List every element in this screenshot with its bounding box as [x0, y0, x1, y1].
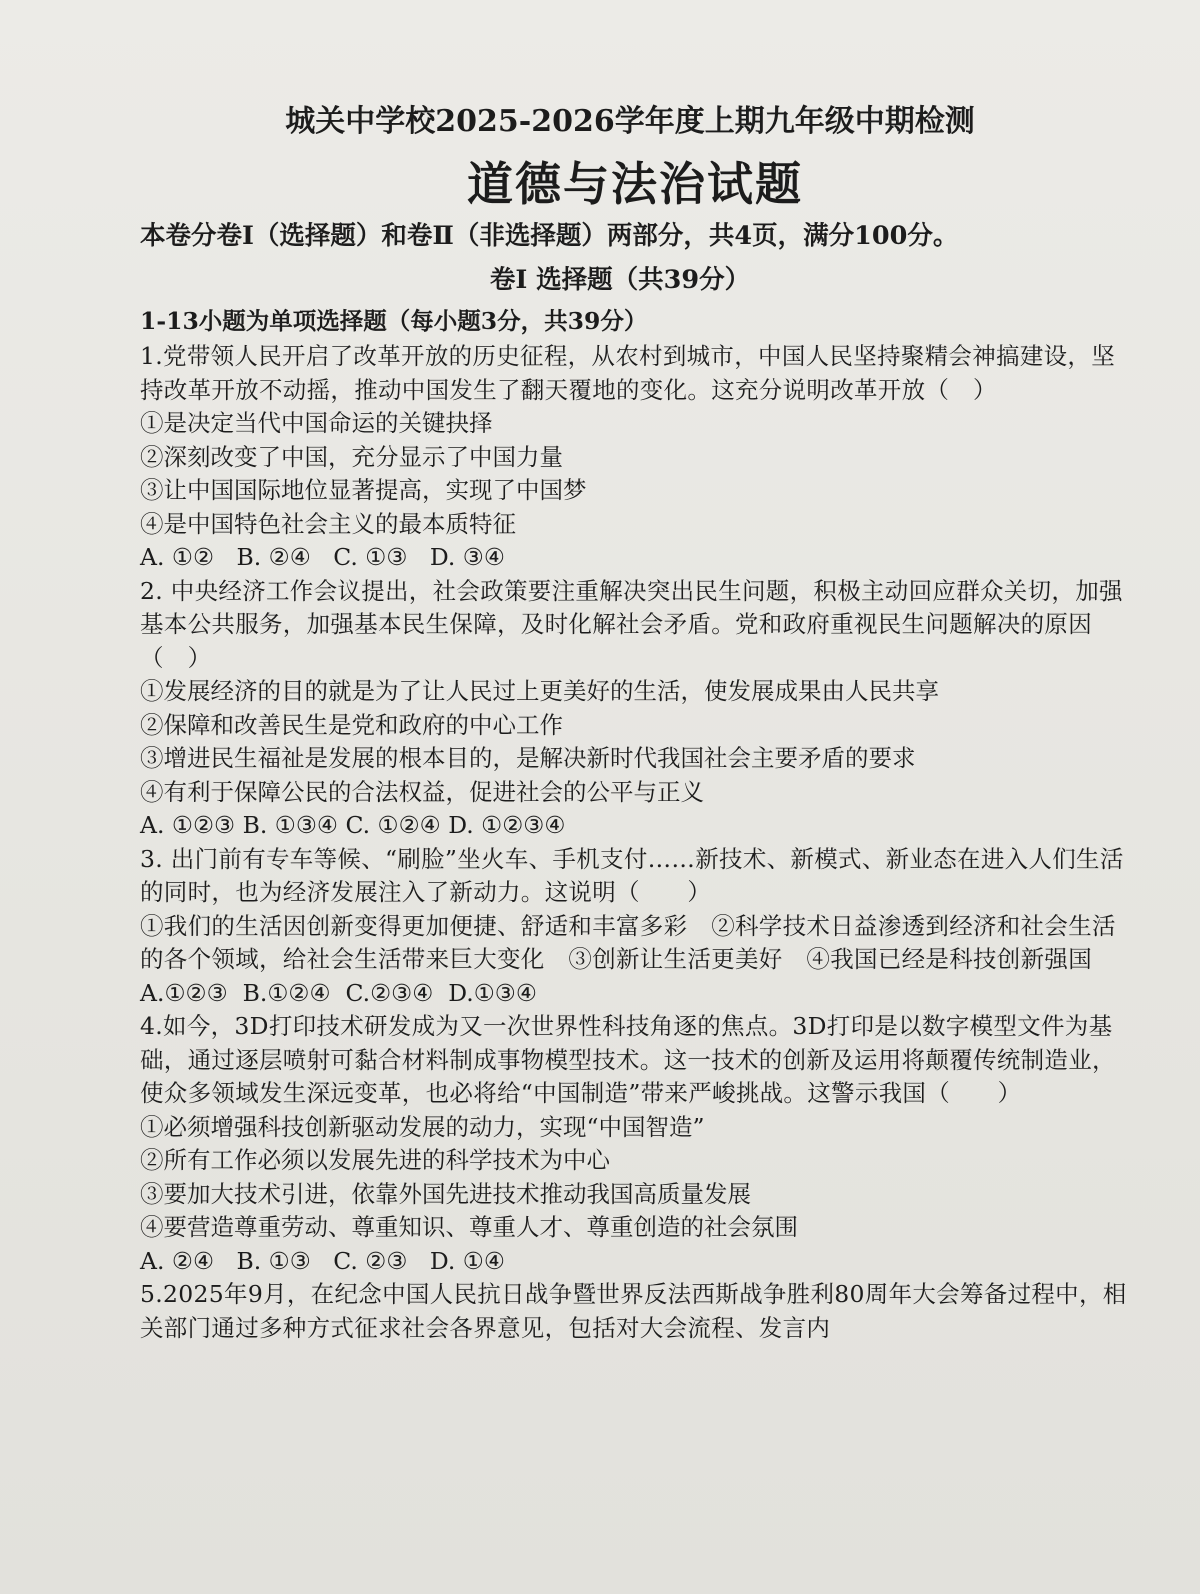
question-option: ②所有工作必须以发展先进的科学技术为中心 — [140, 1146, 610, 1174]
question-stem: 3. 出门前有专车等候、“刷脸”坐火车、手机支付……新技术、新模式、新业态在进入人们生活的同时，也为经济发展注入了新动力。这说明（ ） — [140, 844, 1124, 906]
question-4 — [140, 1010, 1130, 1278]
question-stem: 2. 中央经济工作会议提出，社会政策要注重解决突出民生问题，积极主动回应群众关切，加强基本公共服务，加强基本民生保障，及时化解社会矛盾。党和政府重视民生问题解决的原因（ ） — [140, 576, 1123, 672]
question-stem: 5.2025年9月，在纪念中国人民抗日战争暨世界反法西斯战争胜利80周年大会筹备过程中，相关部门通过多种方式征求社会各界意见，包括对大会流程、发言内 — [140, 1280, 1127, 1342]
question-option-group: ①我们的生活因创新变得更加便捷、舒适和丰富多彩 ②科学技术日益渗透到经济和社会生活的各个领域，给社会生活带来巨大变化 ③创新让生活更美好 ④我国已经是科技创新强国 — [140, 911, 1116, 973]
question-3 — [140, 843, 1130, 1011]
question-option: ④有利于保障公民的合法权益，促进社会的公平与正义 — [140, 777, 704, 806]
question-1 — [140, 340, 1130, 575]
exam-subject-title: 道德与法治试题 — [467, 157, 803, 211]
question-option: ②深刻改变了中国，充分显示了中国力量 — [140, 442, 563, 471]
question-option: ①发展经济的目的就是为了让人民过上更美好的生活，使发展成果由人民共享 — [140, 677, 939, 705]
question-option: ①必须增强科技创新驱动发展的动力，实现“中国智造” — [140, 1112, 705, 1141]
question-stem: 4.如今，3D打印技术研发成为又一次世界性科技角逐的焦点。3D打印是以数字模型文件为基础，通过逐层喷射可黏合材料制成事物模型技术。这一技术的创新及运用将颠覆传统制造业，使众多领域发生深远变革，也必将给“中国制造”带来严峻挑战。这警示我国（ ） — [140, 1012, 1116, 1107]
answer-choices: A.①②③ B.①②④ C.②③④ D.①③④ — [140, 978, 537, 1007]
section-title: 卷Ⅰ 选择题（共39分） — [489, 265, 751, 295]
question-option: ②保障和改善民生是党和政府的中心工作 — [140, 710, 563, 739]
answer-choices: A. ②④ B. ①③ C. ②③ D. ①④ — [140, 1246, 505, 1275]
question-2 — [140, 575, 1130, 843]
question-option: ④要营造尊重劳动、尊重知识、尊重人才、尊重创造的社会氛围 — [140, 1213, 798, 1241]
question-option: ③要加大技术引进，依靠外国先进技术推动我国高质量发展 — [140, 1179, 751, 1208]
question-stem: 1.党带领人民开启了改革开放的历史征程，从农村到城市，中国人民坚持聚精会神搞建设，坚持改革开放不动摇，推动中国发生了翻天覆地的变化。这充分说明改革开放（ ） — [140, 342, 1116, 404]
question-5 — [140, 1278, 1130, 1345]
question-option: ①是决定当代中国命运的关键抉择 — [140, 409, 493, 437]
question-option: ③增进民生福祉是发展的根本目的，是解决新时代我国社会主要矛盾的要求 — [140, 744, 916, 772]
exam-structure-note: 本卷分卷Ⅰ（选择题）和卷Ⅱ（非选择题）两部分，共4页，满分100分。 — [140, 221, 959, 251]
section-instruction: 1-13小题为单项选择题（每小题3分，共39分） — [140, 307, 648, 335]
answer-choices: A. ①② B. ②④ C. ①③ D. ③④ — [140, 543, 505, 571]
answer-choices: A. ①②③ B. ①③④ C. ①②④ D. ①②③④ — [140, 811, 566, 839]
exam-header-title: 城关中学校2025-2026学年度上期九年级中期检测 — [285, 104, 975, 139]
question-option: ④是中国特色社会主义的最本质特征 — [140, 509, 516, 538]
question-option: ③让中国国际地位显著提高，实现了中国梦 — [140, 476, 587, 504]
